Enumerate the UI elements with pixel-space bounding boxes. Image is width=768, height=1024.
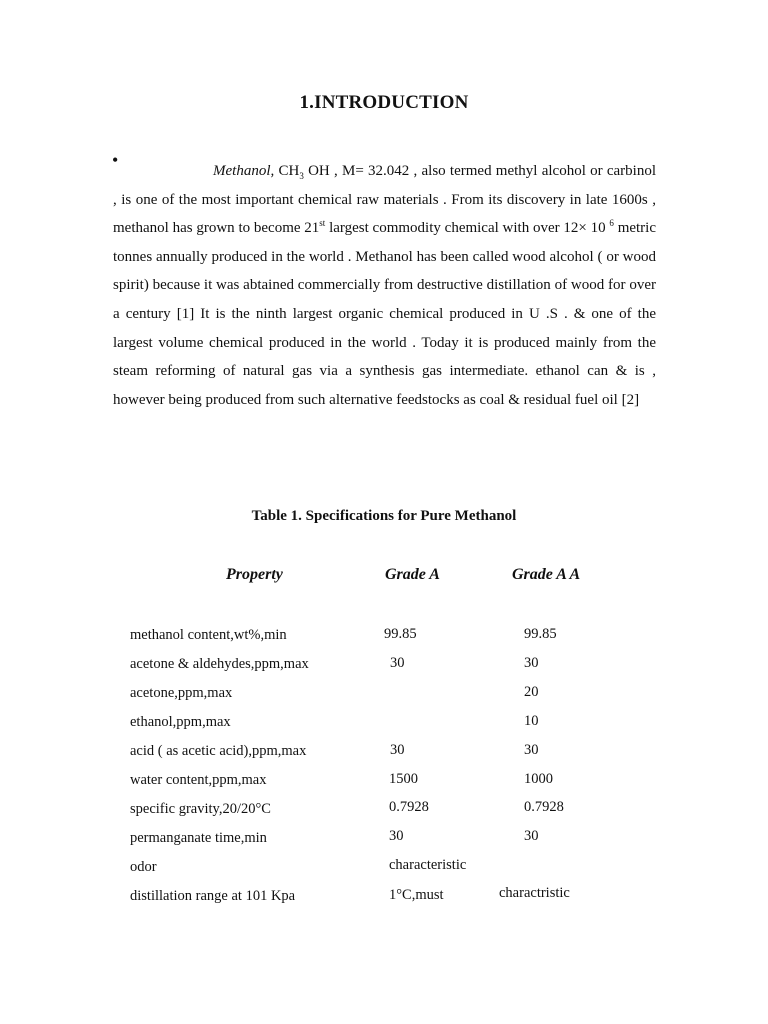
table-cell-property: permanganate time,min: [130, 830, 267, 846]
table-cell-grade-a: 30: [390, 742, 405, 758]
table-cell-grade-a: 30: [389, 828, 404, 844]
table-cell-property: specific gravity,20/20°C: [130, 801, 271, 817]
table-cell-grade-aa: 99.85: [524, 626, 557, 642]
table-cell-grade-a: 99.85: [384, 626, 417, 642]
table-cell-grade-aa: 30: [524, 828, 539, 844]
formula-prefix: CH: [274, 163, 300, 179]
formula-subscript: 3: [299, 171, 304, 181]
table-cell-grade-aa: 30: [524, 655, 539, 671]
table-cell-property: odor: [130, 859, 157, 875]
paragraph-lead: Methanol,: [213, 163, 275, 179]
table-cell-property: acetone,ppm,max: [130, 685, 233, 701]
table-cell-property: acetone & aldehydes,ppm,max: [130, 656, 309, 672]
column-header-grade-a: Grade A: [385, 566, 440, 583]
table-cell-grade-a: 1°C,must: [389, 887, 444, 903]
table-cell-property: methanol content,wt%,min: [130, 627, 287, 643]
table-cell-grade-aa: 1000: [524, 771, 553, 787]
exponent-superscript: 6: [609, 218, 614, 229]
table-cell-grade-a: characteristic: [389, 857, 467, 873]
table-cell-grade-aa: 20: [524, 684, 539, 700]
bullet-marker: •: [112, 150, 119, 170]
table-title: Table 1. Specifications for Pure Methanol: [251, 508, 517, 524]
formula-text: OH , M= 32.042 , also termed methyl alcohol or carbinol , is one of the most important chemical raw materials . From its discovery in late 1600s , methanol has grown to become 21: [113, 163, 656, 237]
table-cell-grade-aa: 30: [524, 742, 539, 758]
table-cell-property: acid ( as acetic acid),ppm,max: [130, 743, 307, 759]
table-cell-property: distillation range at 101 Kpa: [130, 888, 296, 904]
rank-superscript: st: [319, 218, 326, 229]
table-cell-property: water content,ppm,max: [130, 772, 267, 788]
table-cell-grade-aa: 0.7928: [524, 799, 564, 815]
table-cell-grade-a: 1500: [389, 771, 418, 787]
paragraph-middle: largest commodity chemical with over 12× 10: [325, 220, 610, 237]
table-cell-grade-a: 30: [390, 655, 405, 671]
section-heading: 1.INTRODUCTION: [299, 92, 469, 113]
table-cell-grade-aa: charactristic: [499, 885, 570, 901]
column-header-grade-aa: Grade A A: [512, 566, 581, 583]
column-header-property: Property: [226, 566, 283, 583]
intro-paragraph: [113, 157, 656, 414]
paragraph-end: metric tonnes annually produced in the world . Methanol has been called wood alcohol ( or wood spirit) because it was abtained commercially from destructive distillation of wood for over a century [1] It is the ninth largest organic chemical produced in U .S . & one of the largest volume chemical produced in the world . Today it is produced mainly from the steam reforming of natural gas via a synthesis gas intermediate. ethanol can & is , however being produced from such alternative feedstocks as coal & residual fuel oil [2]: [113, 220, 657, 408]
table-cell-grade-a: 0.7928: [389, 799, 429, 815]
table-cell-grade-aa: 10: [524, 713, 539, 729]
table-cell-property: ethanol,ppm,max: [130, 714, 231, 730]
